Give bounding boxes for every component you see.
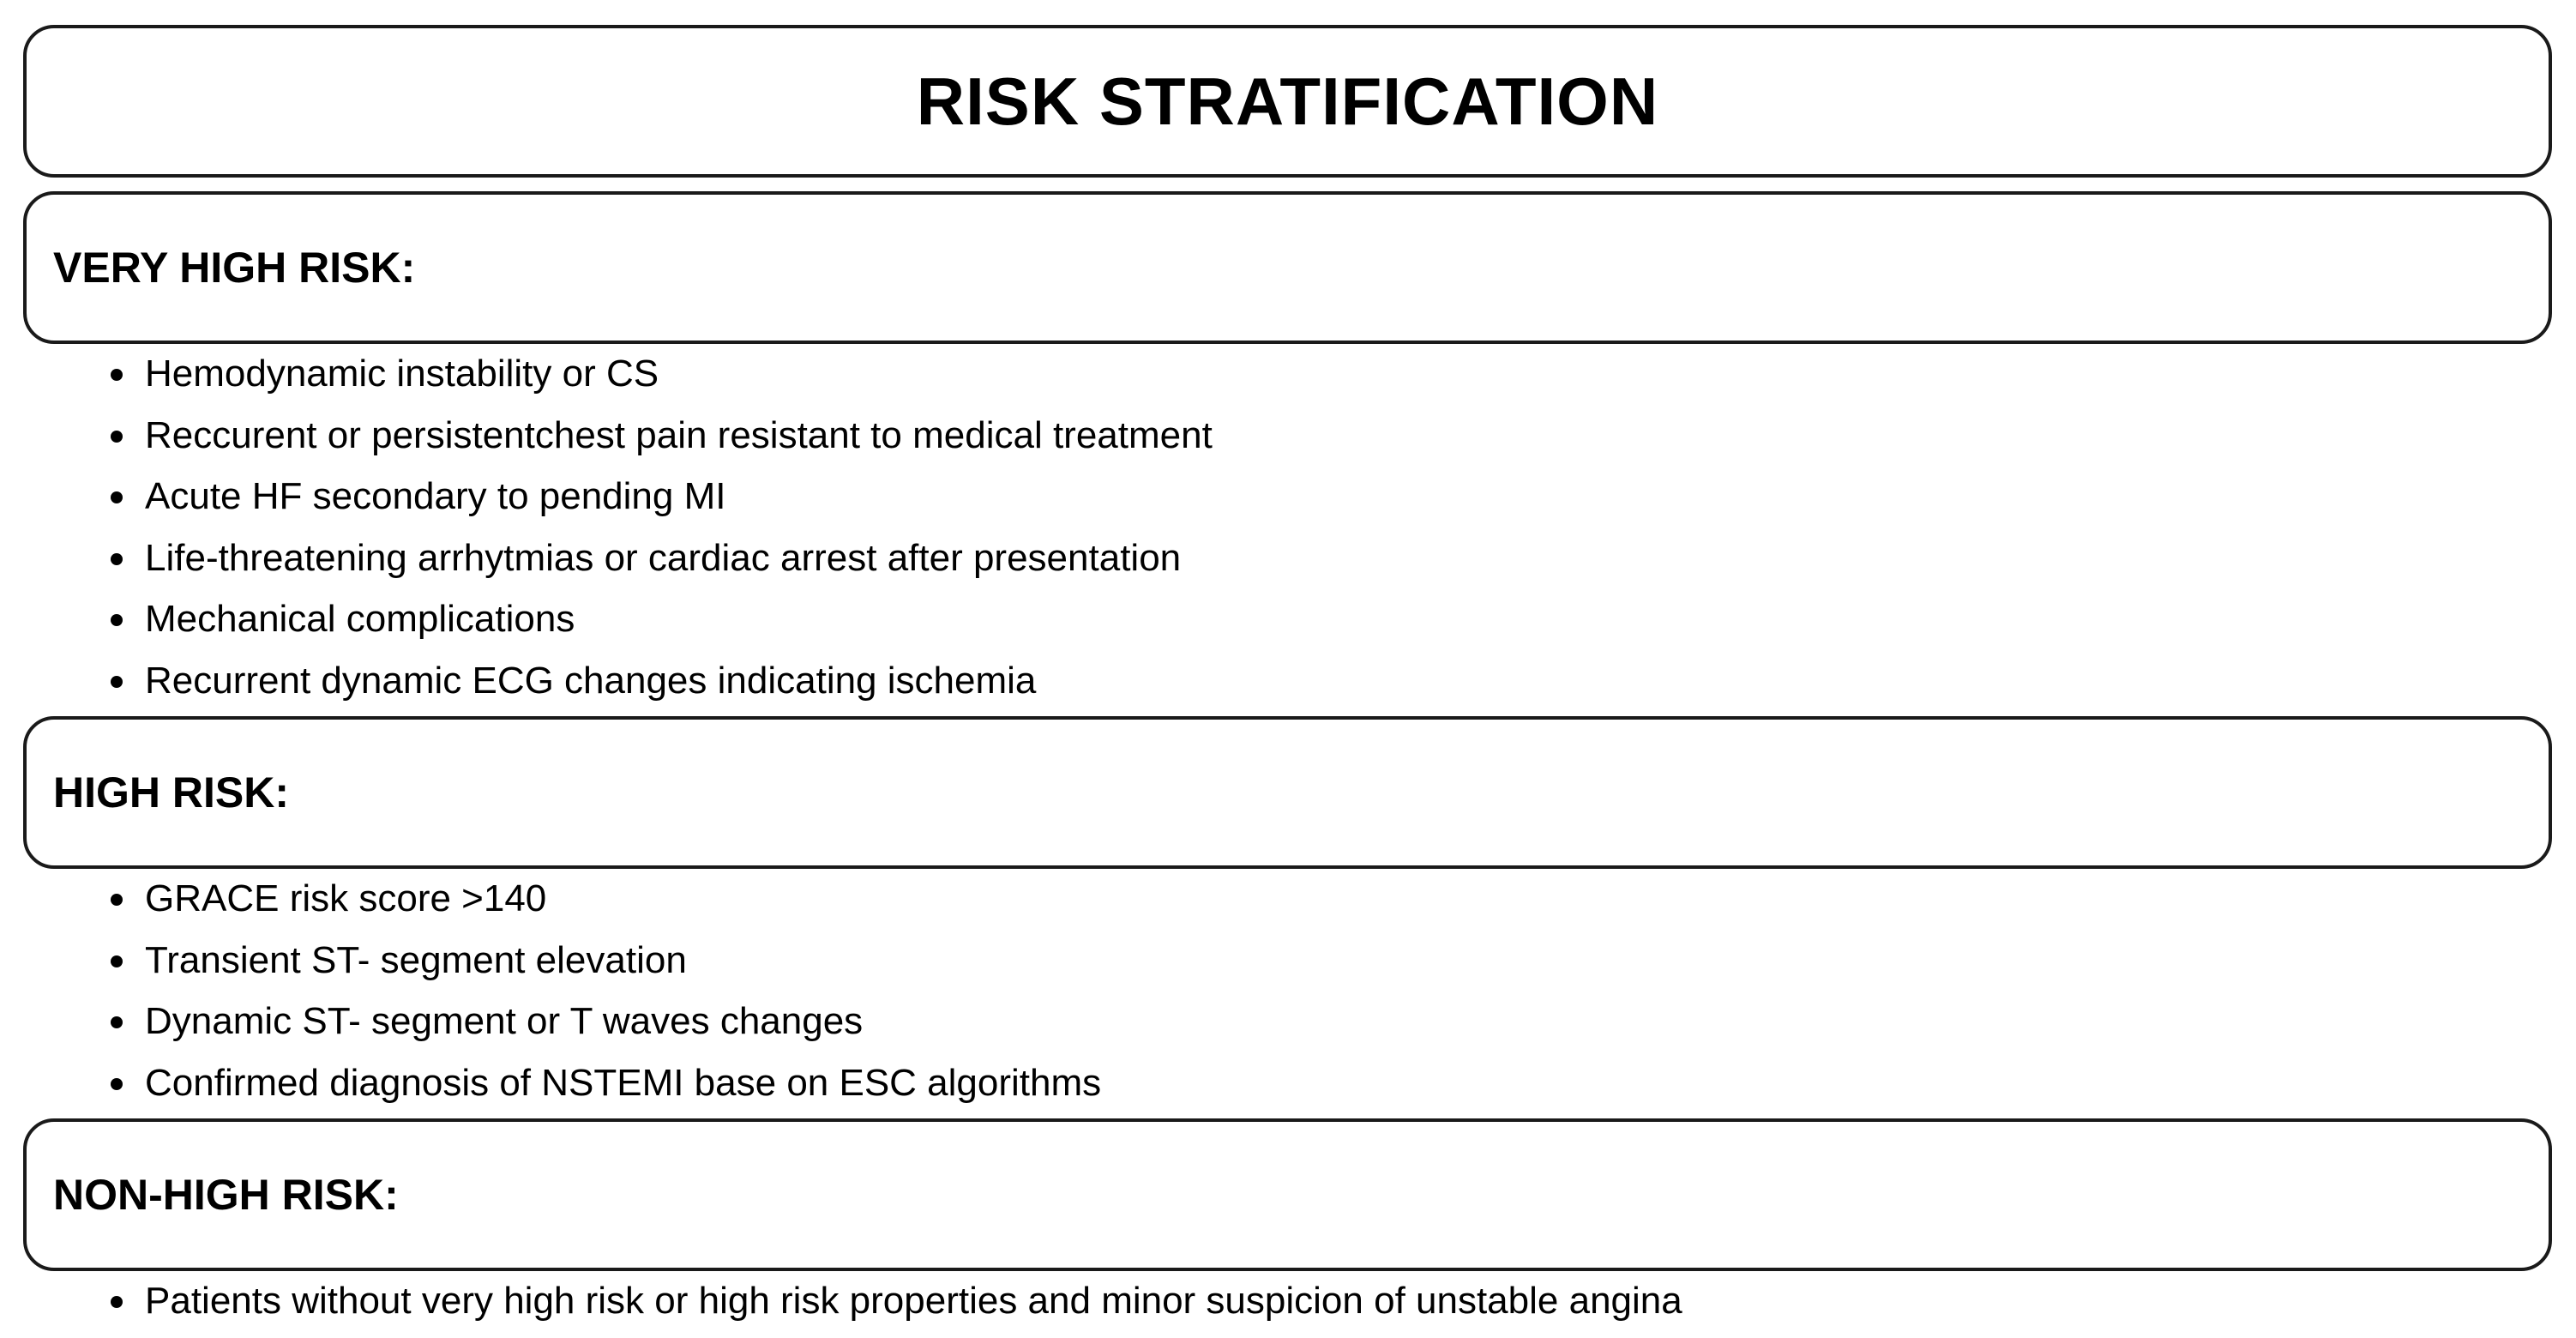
list-item-text: Transient ST- segment elevation	[145, 938, 687, 981]
very-high-risk-heading: VERY HIGH RISK:	[53, 244, 416, 292]
bullet-icon	[111, 1078, 123, 1090]
bullet-icon	[111, 894, 123, 906]
list-item-text: Hemodynamic instability or CS	[145, 353, 659, 395]
list-item-text: Acute HF secondary to pending MI	[145, 475, 726, 518]
non-high-risk-box	[23, 1118, 2552, 1271]
high-risk-list	[103, 868, 1101, 1113]
list-item	[103, 343, 1213, 405]
title-box	[23, 25, 2552, 178]
non-high-risk-list	[103, 1270, 1682, 1332]
bullet-icon	[111, 553, 123, 565]
list-item	[103, 527, 1213, 589]
list-item	[103, 868, 1101, 930]
list-item	[103, 405, 1213, 467]
list-item-text: Patients without very high risk or high risk properties and minor suspicion of unstable angina	[145, 1280, 1682, 1322]
list-item-text: Mechanical complications	[145, 598, 575, 641]
bullet-icon	[111, 1296, 123, 1308]
list-item	[103, 650, 1213, 712]
non-high-risk-heading: NON-HIGH RISK:	[53, 1171, 399, 1219]
list-item-text: GRACE risk score >140	[145, 877, 547, 919]
page-title: RISK STRATIFICATION	[916, 63, 1659, 139]
bullet-icon	[111, 431, 123, 443]
very-high-risk-box	[23, 191, 2552, 344]
list-item-text: Reccurent or persistentchest pain resistant to medical treatment	[145, 413, 1213, 456]
list-item	[103, 991, 1101, 1052]
bullet-icon	[111, 369, 123, 381]
very-high-risk-list	[103, 343, 1213, 712]
list-item	[103, 588, 1213, 650]
high-risk-box	[23, 716, 2552, 869]
list-item-text: Life-threatening arrhytmias or cardiac arrest after presentation	[145, 536, 1182, 579]
list-item-text: Recurrent dynamic ECG changes indicating ischemia	[145, 659, 1037, 702]
list-item	[103, 1052, 1101, 1114]
list-item	[103, 930, 1101, 991]
list-item	[103, 466, 1213, 527]
bullet-icon	[111, 491, 123, 503]
list-item-text: Dynamic ST- segment or T waves changes	[145, 1000, 864, 1043]
bullet-icon	[111, 614, 123, 626]
bullet-icon	[111, 1016, 123, 1028]
bullet-icon	[111, 955, 123, 967]
list-item-text: Confirmed diagnosis of NSTEMI base on ESC algorithms	[145, 1061, 1102, 1104]
list-item	[103, 1270, 1682, 1332]
bullet-icon	[111, 676, 123, 688]
high-risk-heading: HIGH RISK:	[53, 768, 289, 817]
